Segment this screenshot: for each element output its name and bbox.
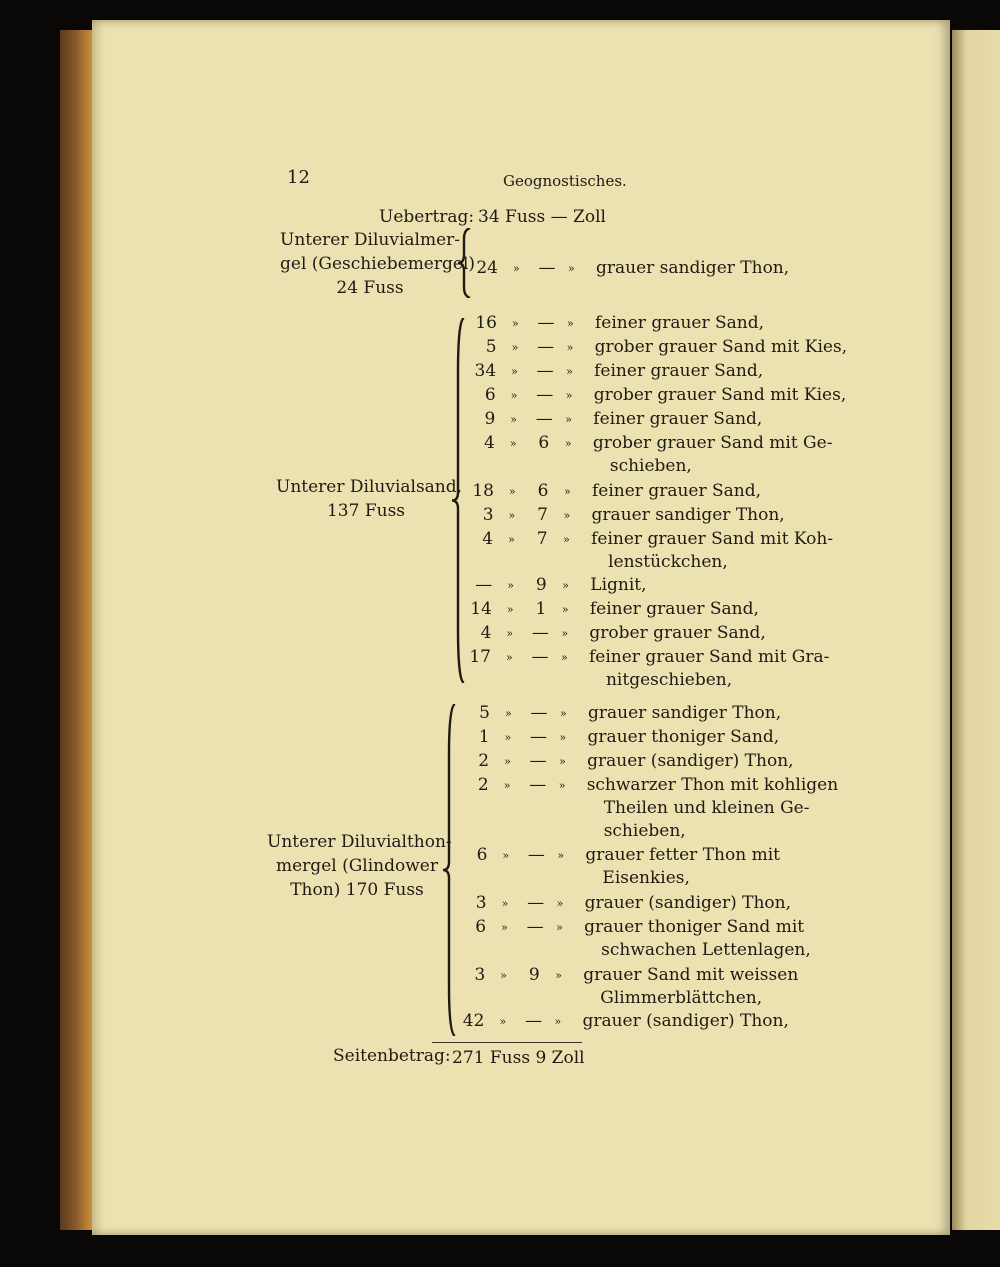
ditto-mark-zoll: » — [559, 731, 567, 744]
thickness-fuss: 24 — [476, 258, 498, 278]
thickness-zoll: — — [530, 703, 548, 723]
group-label-line: gel (Geschiebemergel) — [280, 254, 476, 274]
ditto-mark-zoll: » — [557, 849, 565, 862]
thickness-fuss: 6 — [476, 845, 488, 865]
ditto-mark-zoll: » — [565, 413, 573, 426]
layer-description: grober grauer Sand mit Ge- — [592, 433, 833, 453]
thickness-zoll: 6 — [538, 433, 550, 453]
thickness-zoll: — — [531, 647, 549, 667]
ditto-mark-zoll: » — [564, 437, 572, 450]
ditto-mark-fuss: » — [504, 755, 511, 768]
layer-description: grauer sandiger Thon, — [596, 258, 790, 278]
ditto-mark-fuss: » — [509, 437, 517, 450]
ditto-mark-zoll: » — [566, 341, 574, 354]
ditto-mark-fuss: » — [508, 509, 516, 522]
ditto-mark-fuss: » — [500, 969, 507, 982]
layer-description: grober grauer Sand mit Kies, — [593, 385, 847, 405]
thickness-fuss: 4 — [482, 529, 494, 549]
brace-group-2 — [450, 318, 466, 683]
layer-description: feiner grauer Sand, — [591, 481, 762, 501]
layer-description-continued: nitgeschieben, — [605, 670, 733, 690]
thickness-fuss: 42 — [462, 1011, 485, 1031]
thickness-fuss: 2 — [478, 751, 490, 771]
group-label-line: Thon) 170 Fuss — [290, 880, 424, 900]
brace-group-3 — [441, 704, 457, 1036]
ditto-mark-fuss: » — [504, 731, 512, 744]
thickness-zoll: 9 — [528, 965, 540, 985]
ditto-mark-fuss: » — [512, 317, 519, 330]
layer-description: Lignit, — [590, 575, 647, 595]
group-label-line: 24 Fuss — [336, 278, 404, 298]
ditto-mark-zoll: » — [561, 627, 569, 640]
thickness-zoll: — — [535, 409, 553, 429]
thickness-zoll: — — [537, 337, 555, 357]
layer-description: grober grauer Sand, — [589, 623, 766, 643]
ditto-mark-fuss: » — [504, 707, 512, 720]
ditto-mark-zoll: » — [562, 579, 570, 592]
thickness-fuss: 6 — [475, 917, 487, 937]
thickness-zoll: — — [536, 385, 554, 405]
layer-description: feiner grauer Sand, — [589, 599, 759, 619]
layer-description: schwarzer Thon mit kohligen — [586, 775, 839, 795]
thickness-fuss: 17 — [469, 647, 491, 667]
thickness-zoll: 6 — [537, 481, 549, 501]
thickness-fuss: 3 — [475, 893, 487, 913]
ditto-mark-fuss: » — [501, 921, 508, 934]
ditto-mark-fuss: » — [507, 579, 515, 592]
ditto-mark-zoll: » — [556, 897, 564, 910]
total-value: 271 Fuss 9 Zoll — [452, 1048, 585, 1068]
layer-description: grauer sandiger Thon, — [591, 505, 785, 525]
ditto-mark-fuss: » — [501, 897, 509, 910]
thickness-fuss: — — [475, 575, 493, 595]
ditto-mark-zoll: » — [563, 533, 570, 546]
thickness-zoll: — — [526, 917, 544, 937]
thickness-zoll: — — [538, 258, 556, 278]
group-label-line: Unterer Diluvialmer- — [280, 230, 461, 250]
layer-description: grauer thoniger Sand, — [587, 727, 780, 747]
ditto-mark-fuss: » — [508, 485, 516, 498]
ditto-mark-zoll: » — [563, 485, 571, 498]
thickness-fuss: 6 — [484, 385, 496, 405]
sum-rule — [432, 1042, 582, 1043]
layer-description-continued: lenstückchen, — [608, 552, 728, 572]
layer-description-continued: schieben, — [603, 821, 686, 841]
running-title: Geognostisches. — [503, 172, 627, 190]
ditto-mark-fuss: » — [506, 627, 514, 640]
thickness-fuss: 5 — [485, 337, 497, 357]
thickness-zoll: — — [524, 1011, 542, 1031]
thickness-fuss: 18 — [472, 481, 494, 501]
ditto-mark-fuss: » — [503, 779, 511, 792]
thickness-fuss: 14 — [470, 599, 492, 619]
ditto-mark-zoll: » — [567, 317, 574, 330]
ditto-mark-fuss: » — [511, 365, 518, 378]
ditto-mark-zoll: » — [563, 509, 571, 522]
ditto-mark-fuss: » — [505, 651, 513, 664]
group-label-line: Unterer Diluvialsand, — [276, 477, 463, 497]
ditto-mark-zoll: » — [554, 1015, 562, 1028]
ditto-mark-fuss: » — [508, 533, 515, 546]
layer-description: grauer Sand mit weissen — [583, 965, 799, 985]
ditto-mark-zoll: » — [559, 707, 567, 720]
total-label: Seitenbetrag: — [333, 1046, 451, 1066]
ditto-mark-fuss: » — [510, 413, 518, 426]
group-label-line: Unterer Diluvialthon- — [267, 832, 452, 852]
ditto-mark-fuss: » — [499, 1015, 507, 1028]
layer-description: feiner grauer Sand, — [595, 313, 765, 333]
thickness-fuss: 2 — [477, 775, 489, 795]
thickness-zoll: — — [530, 727, 548, 747]
thickness-zoll: — — [527, 845, 545, 865]
thickness-zoll: 7 — [536, 529, 548, 549]
thickness-fuss: 9 — [484, 409, 496, 429]
layer-description-continued: Eisenkies, — [602, 868, 690, 888]
ditto-mark-zoll: » — [559, 755, 566, 768]
thickness-zoll: 1 — [535, 599, 547, 619]
thickness-zoll: 9 — [535, 575, 547, 595]
layer-description: grauer (sandiger) Thon, — [587, 751, 794, 771]
thickness-fuss: 4 — [480, 623, 492, 643]
ditto-mark-zoll: » — [560, 651, 568, 664]
group-label-line: mergel (Glindower — [276, 856, 438, 876]
thickness-zoll: — — [536, 361, 554, 381]
thickness-zoll: — — [529, 775, 547, 795]
thickness-fuss: 4 — [484, 433, 495, 453]
layer-description: grauer sandiger Thon, — [587, 703, 782, 723]
thickness-zoll: — — [531, 623, 549, 643]
layer-description: grauer (sandiger) Thon, — [584, 893, 791, 913]
thickness-fuss: 5 — [479, 703, 490, 723]
layer-description-continued: schwachen Lettenlagen, — [601, 940, 811, 960]
layer-description: feiner grauer Sand mit Gra- — [588, 647, 830, 667]
layer-description-continued: Theilen und kleinen Ge- — [603, 798, 810, 818]
thickness-zoll: — — [529, 751, 547, 771]
carry-value: 34 Fuss — Zoll — [478, 207, 606, 227]
thickness-fuss: 16 — [475, 313, 497, 333]
brace-group-1 — [456, 228, 472, 298]
ditto-mark-fuss: » — [506, 603, 514, 616]
thickness-fuss: 1 — [478, 727, 490, 747]
ditto-mark-fuss: » — [502, 849, 510, 862]
layer-description: grauer (sandiger) Thon, — [582, 1011, 789, 1031]
ditto-mark-fuss: » — [510, 389, 518, 402]
page-number: 12 — [287, 167, 310, 188]
adjacent-page-edge — [952, 30, 1000, 1230]
layer-description: feiner grauer Sand mit Koh- — [591, 529, 834, 549]
ditto-mark-zoll: » — [558, 779, 566, 792]
ditto-mark-fuss: » — [513, 262, 520, 275]
layer-description: feiner grauer Sand, — [593, 409, 763, 429]
ditto-mark-fuss: » — [511, 341, 519, 354]
layer-description: grauer fetter Thon mit — [585, 845, 780, 865]
layer-description: grauer thoniger Sand mit — [584, 917, 805, 937]
ditto-mark-zoll: » — [565, 389, 573, 402]
ditto-mark-zoll: » — [556, 921, 563, 934]
thickness-zoll: — — [527, 893, 545, 913]
group-label-line: 137 Fuss — [326, 501, 406, 521]
layer-description: grober grauer Sand mit Kies, — [594, 337, 848, 357]
thickness-fuss: 3 — [474, 965, 486, 985]
ditto-mark-zoll: » — [568, 262, 575, 275]
layer-description-continued: Glimmerblättchen, — [600, 988, 763, 1008]
layer-description: feiner grauer Sand, — [594, 361, 764, 381]
book-page — [92, 20, 950, 1235]
thickness-zoll: 7 — [537, 505, 548, 525]
layer-description-continued: schieben, — [609, 456, 692, 476]
ditto-mark-zoll: » — [561, 603, 569, 616]
thickness-fuss: 34 — [474, 361, 497, 381]
carry-label: Uebertrag: — [379, 207, 475, 227]
thickness-zoll: — — [537, 313, 555, 333]
ditto-mark-zoll: » — [555, 969, 562, 982]
thickness-fuss: 3 — [482, 505, 494, 525]
ditto-mark-zoll: » — [566, 365, 573, 378]
